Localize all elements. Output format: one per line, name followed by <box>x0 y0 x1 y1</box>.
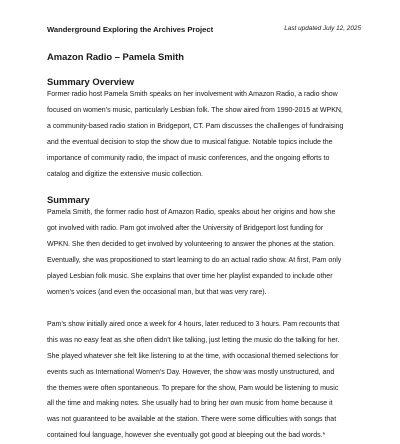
last-updated-date: Last updated July 12, 2025 <box>284 25 361 32</box>
paragraph-line: the themes were often spontaneous. To prepare for the show, Pam would be listening to music <box>47 384 339 392</box>
summary-overview-paragraph <box>47 87 361 182</box>
summary-section <box>47 194 361 444</box>
project-name: Wanderground Exploring the Archives Project <box>47 25 214 34</box>
paragraph-line: She played whatever she felt like listening to at the time, with occasional themed selections for <box>47 352 339 360</box>
section-heading: Summary Overview <box>47 76 135 87</box>
paragraph-line: this was no easy feat as she often didn’t like talking, just letting the music do the talking for her. <box>47 336 340 344</box>
paragraph-line: women’s voices (and even the occasional man, but that was very rare). <box>47 288 267 296</box>
document-title: Amazon Radio – Pamela Smith <box>47 51 185 62</box>
paragraph-line: Eventually, she was propositioned to start learning to do an actual radio show. At first, Pam only <box>47 257 342 265</box>
paragraph-line: was not guaranteed to be available at the station. There were some difficulties with songs that <box>47 416 337 424</box>
summary-overview-section <box>47 76 361 182</box>
paragraph-line: Pam’s show initially aired once a week for 4 hours, later reduced to 3 hours. Pam recounts that <box>47 320 340 328</box>
paragraph-line: Former radio host Pamela Smith speaks on her involvement with Amazon Radio, a radio show <box>47 91 338 98</box>
paragraph-line: contained foul language, however she eventually got good at bleeping out the bad words.* <box>47 432 326 440</box>
section-heading: Summary <box>47 194 90 206</box>
paragraph-line: played Lesbian folk music. She explains that over time her playlist expanded to include other <box>47 273 333 281</box>
paragraph-line: a community-based radio station in Bridgeport, CT. Pam discusses the challenges of fundraising <box>47 122 344 130</box>
paragraph-line: all the time and making notes. She usually had to bring her own music from home because it <box>47 400 333 408</box>
paragraph-line: got involved with radio. Pam got involved after the University of Bridgeport lost funding for <box>47 225 324 233</box>
paragraph-line: importance of community radio, the impact of music conferences, and the ongoing efforts to <box>47 154 330 162</box>
paragraph-line: WPKN. She then decided to get involved by volunteering to answer the phones at the station. <box>47 241 335 249</box>
paragraph-line: Pamela Smith, the former radio host of Amazon Radio, speaks about her origins and how she <box>47 209 336 217</box>
summary-paragraph <box>47 205 361 300</box>
paragraph-line: catalog and digitize the extensive music collection. <box>47 170 203 178</box>
paragraph-line: events such as International Women’s Day. However, the show was mostly unstructured, and <box>47 368 335 376</box>
page-header <box>47 25 361 51</box>
paragraph-line: and the eventual decision to stop the show due to musical fatigue. Notable topics include the <box>47 138 333 146</box>
summary-paragraph <box>47 317 361 444</box>
paragraph-line: focused on women’s music, particularly Lesbian folk. The show aired from 1990-2015 at WPKN, <box>47 106 343 114</box>
